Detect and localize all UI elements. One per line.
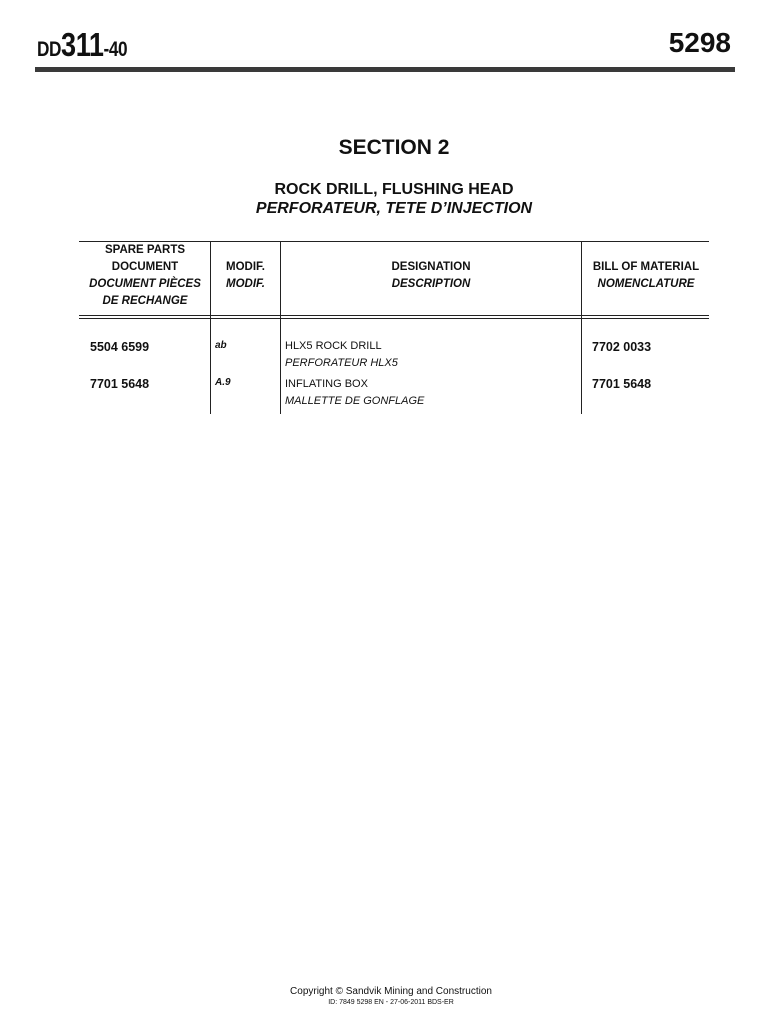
header-designation	[281, 259, 581, 293]
row-designation-fr: PERFORATEUR HLX5	[285, 357, 398, 369]
header-designation-fr: DESCRIPTION	[391, 278, 471, 290]
model-prefix: DD	[37, 38, 62, 61]
header-doc-line2: DOCUMENT	[111, 261, 179, 273]
header-doc-line3: DOCUMENT PIÈCES	[89, 278, 201, 290]
row-designation	[285, 376, 424, 410]
row-designation-en: INFLATING BOX	[285, 378, 368, 390]
footer-document-id: ID: 7849 5298 EN - 27-06-2011 BDS-ER	[328, 999, 454, 1006]
subtitle-french: PERFORATEUR, TETE D’INJECTION	[255, 200, 533, 217]
row-bill-of-material: 7702 0033	[592, 340, 652, 354]
page-number: 5298	[668, 27, 731, 58]
header-bom-fr: NOMENCLATURE	[597, 278, 695, 290]
header-modif-en: MODIF.	[226, 261, 265, 273]
model-name	[37, 28, 127, 61]
row-modif: A.9	[215, 377, 231, 388]
row-document-number: 7701 5648	[90, 377, 150, 391]
model-suffix: -40	[103, 38, 128, 61]
header-bill-of-material	[582, 259, 710, 293]
subtitle-english: ROCK DRILL, FLUSHING HEAD	[274, 181, 514, 198]
header-modif	[211, 259, 280, 293]
header-spare-parts-document	[80, 242, 210, 310]
row-designation-en: HLX5 ROCK DRILL	[285, 340, 382, 352]
header-designation-en: DESIGNATION	[391, 261, 471, 273]
row-bill-of-material: 7701 5648	[592, 377, 652, 391]
header-doc-line4: DE RECHANGE	[102, 295, 188, 307]
row-designation-fr: MALLETTE DE GONFLAGE	[285, 395, 425, 407]
header-bom-en: BILL OF MATERIAL	[592, 261, 700, 273]
table-header-border	[79, 315, 709, 316]
model-number: 311	[61, 26, 104, 63]
footer-copyright: Copyright © Sandvik Mining and Construction	[290, 986, 492, 997]
table-header-border-double	[79, 318, 709, 319]
row-designation	[285, 338, 398, 372]
header-doc-line1: SPARE PARTS	[104, 244, 186, 256]
row-modif: ab	[215, 340, 227, 351]
row-document-number: 5504 6599	[90, 340, 150, 354]
header-divider	[35, 67, 735, 72]
section-title: SECTION 2	[338, 136, 450, 159]
header-modif-fr: MODIF.	[226, 278, 265, 290]
